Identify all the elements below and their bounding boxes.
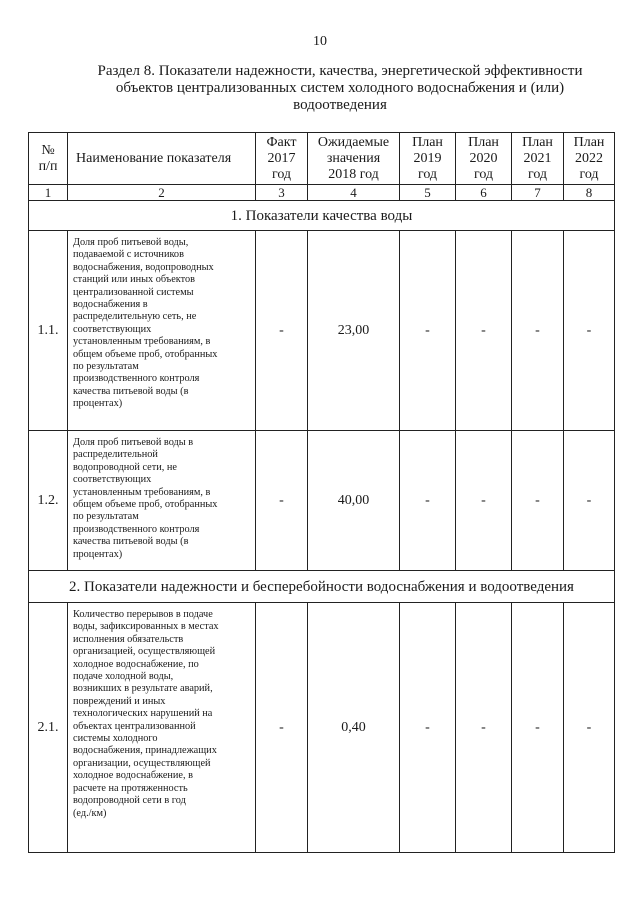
row-number: 1.2.	[29, 431, 68, 571]
column-number-cell: 8	[564, 185, 615, 201]
description-line: процентах)	[73, 398, 123, 410]
header-cell-plan-2022	[564, 133, 615, 185]
header-line: План	[412, 134, 443, 150]
section-title-line-1: Раздел 8. Показатели надежности, качества, энергетической эффективности	[97, 63, 583, 79]
description-line: установленным требованиям, в	[73, 486, 211, 498]
column-number-cell: 7	[512, 185, 564, 201]
header-row	[29, 133, 615, 185]
column-number-cell: 6	[456, 185, 512, 201]
header-line: План	[522, 134, 553, 150]
header-line: значения	[326, 150, 381, 166]
description-line: Количество перерывов в подаче	[73, 609, 213, 620]
indicator-description	[68, 603, 256, 853]
header-line: 2019	[413, 150, 442, 166]
value-plan-2020: -	[456, 603, 512, 853]
description-line: производственного контроля	[73, 373, 200, 385]
table-row	[29, 231, 615, 431]
description-line: распределительной	[73, 449, 158, 461]
section-title	[70, 63, 610, 114]
description-line: Доля проб питьевой воды,	[73, 237, 189, 248]
header-cell-indicator-name	[68, 133, 256, 185]
description-line: объектах централизованной	[73, 720, 196, 732]
value-fact-2017: -	[256, 431, 308, 571]
header-cell-index	[29, 133, 68, 185]
column-number-cell: 5	[400, 185, 456, 201]
column-number-row	[29, 185, 615, 201]
header-index-line: п/п	[38, 158, 58, 174]
header-line: 2021	[523, 150, 552, 166]
header-line: 2022	[575, 150, 603, 166]
header-line: год	[271, 166, 292, 182]
section-title-line-3: водоотведения	[293, 97, 387, 113]
description-line: общем объеме проб, отобранных	[73, 348, 218, 360]
value-plan-2022: -	[564, 603, 615, 853]
table-row	[29, 431, 615, 571]
description-line: централизованной системы	[73, 286, 194, 298]
description-line: станций или иных объектов	[73, 274, 196, 286]
description-line: холодное водоснабжение, в	[73, 770, 193, 782]
indicator-description	[68, 231, 256, 431]
column-number-cell: 1	[29, 185, 68, 201]
row-number: 2.1.	[29, 603, 68, 853]
description-line: общем объеме проб, отобранных	[73, 499, 218, 511]
description-line: подаче холодной воды,	[73, 671, 174, 683]
description-line: расчете на протяженность	[73, 782, 188, 794]
group-title-reliability: 2. Показатели надежности и бесперебойности водоснабжения и водоотведения	[29, 571, 615, 603]
section-title-line-2: объектов централизованных систем холодного водоснабжения и (или)	[115, 80, 565, 96]
header-line: Ожидаемые	[317, 134, 390, 150]
header-name-line: Наименование показателя	[76, 150, 232, 166]
description-line: водоснабжения, водопроводных	[73, 261, 214, 273]
value-expected-2018: 0,40	[308, 603, 400, 853]
header-line: год	[527, 166, 548, 182]
description-line: качества питьевой воды (в	[73, 385, 189, 397]
description-line: водоснабжения, принадлежащих	[73, 745, 217, 757]
description-line: водоснабжения в	[73, 299, 148, 311]
header-line: План	[573, 134, 605, 150]
value-expected-2018: 40,00	[308, 431, 400, 571]
description-line: Доля проб питьевой воды в	[73, 437, 194, 448]
value-plan-2019: -	[400, 603, 456, 853]
column-number-cell: 3	[256, 185, 308, 201]
description-line: воды, зафиксированных в местах	[73, 621, 219, 633]
value-plan-2021: -	[512, 431, 564, 571]
indicator-description	[68, 431, 256, 571]
description-line: соответствующих	[73, 323, 152, 335]
value-plan-2022: -	[564, 431, 615, 571]
value-plan-2019: -	[400, 431, 456, 571]
header-line: Факт	[266, 134, 297, 150]
header-line: 2018 год	[328, 166, 379, 182]
description-line: организации, осуществляющей	[73, 757, 211, 769]
header-cell-fact-2017	[256, 133, 308, 185]
column-number-cell: 2	[68, 185, 256, 201]
header-cell-expected-2018	[308, 133, 400, 185]
description-line: организацией, осуществляющей	[73, 646, 216, 658]
header-line: год	[473, 166, 494, 182]
header-line: год	[417, 166, 438, 182]
page-number: 10	[313, 34, 327, 49]
value-plan-2021: -	[512, 231, 564, 431]
description-line: процентах)	[73, 548, 123, 560]
value-plan-2021: -	[512, 603, 564, 853]
description-line: повреждений и иных	[73, 695, 166, 707]
value-fact-2017: -	[256, 231, 308, 431]
header-index-line: №	[41, 142, 55, 158]
description-line: системы холодного	[73, 733, 158, 745]
header-line: План	[468, 134, 499, 150]
group-title-water-quality: 1. Показатели качества воды	[29, 201, 615, 231]
header-cell-plan-2021	[512, 133, 564, 185]
group-header-row	[29, 571, 615, 603]
row-number: 1.1.	[29, 231, 68, 431]
description-line: по результатам	[73, 361, 139, 373]
description-line: холодное водоснабжение, по	[73, 658, 199, 670]
description-line: по результатам	[73, 511, 139, 523]
value-plan-2020: -	[456, 431, 512, 571]
indicators-table	[28, 132, 615, 853]
description-line: технологических нарушений на	[73, 708, 213, 720]
description-line: исполнения обязательств	[73, 633, 184, 645]
description-line: (ед./км)	[73, 807, 107, 819]
value-expected-2018: 23,00	[308, 231, 400, 431]
group-header-row	[29, 201, 615, 231]
value-plan-2020: -	[456, 231, 512, 431]
header-line: 2017	[267, 150, 296, 166]
description-line: производственного контроля	[73, 523, 200, 535]
header-cell-plan-2019	[400, 133, 456, 185]
description-line: возникших в результате аварий,	[73, 683, 213, 695]
description-line: качества питьевой воды (в	[73, 536, 189, 548]
description-line: распределительную сеть, не	[73, 311, 197, 323]
column-number-cell: 4	[308, 185, 400, 201]
description-line: установленным требованиям, в	[73, 336, 211, 348]
value-plan-2022: -	[564, 231, 615, 431]
value-plan-2019: -	[400, 231, 456, 431]
value-fact-2017: -	[256, 603, 308, 853]
header-line: год	[579, 166, 599, 182]
table-row	[29, 603, 615, 853]
description-line: водопроводной сети в год	[73, 795, 186, 807]
description-line: подаваемой с источников	[73, 249, 184, 261]
header-line: 2020	[469, 150, 498, 166]
description-line: водопроводной сети, не	[73, 461, 177, 473]
header-cell-plan-2020	[456, 133, 512, 185]
description-line: соответствующих	[73, 474, 152, 486]
